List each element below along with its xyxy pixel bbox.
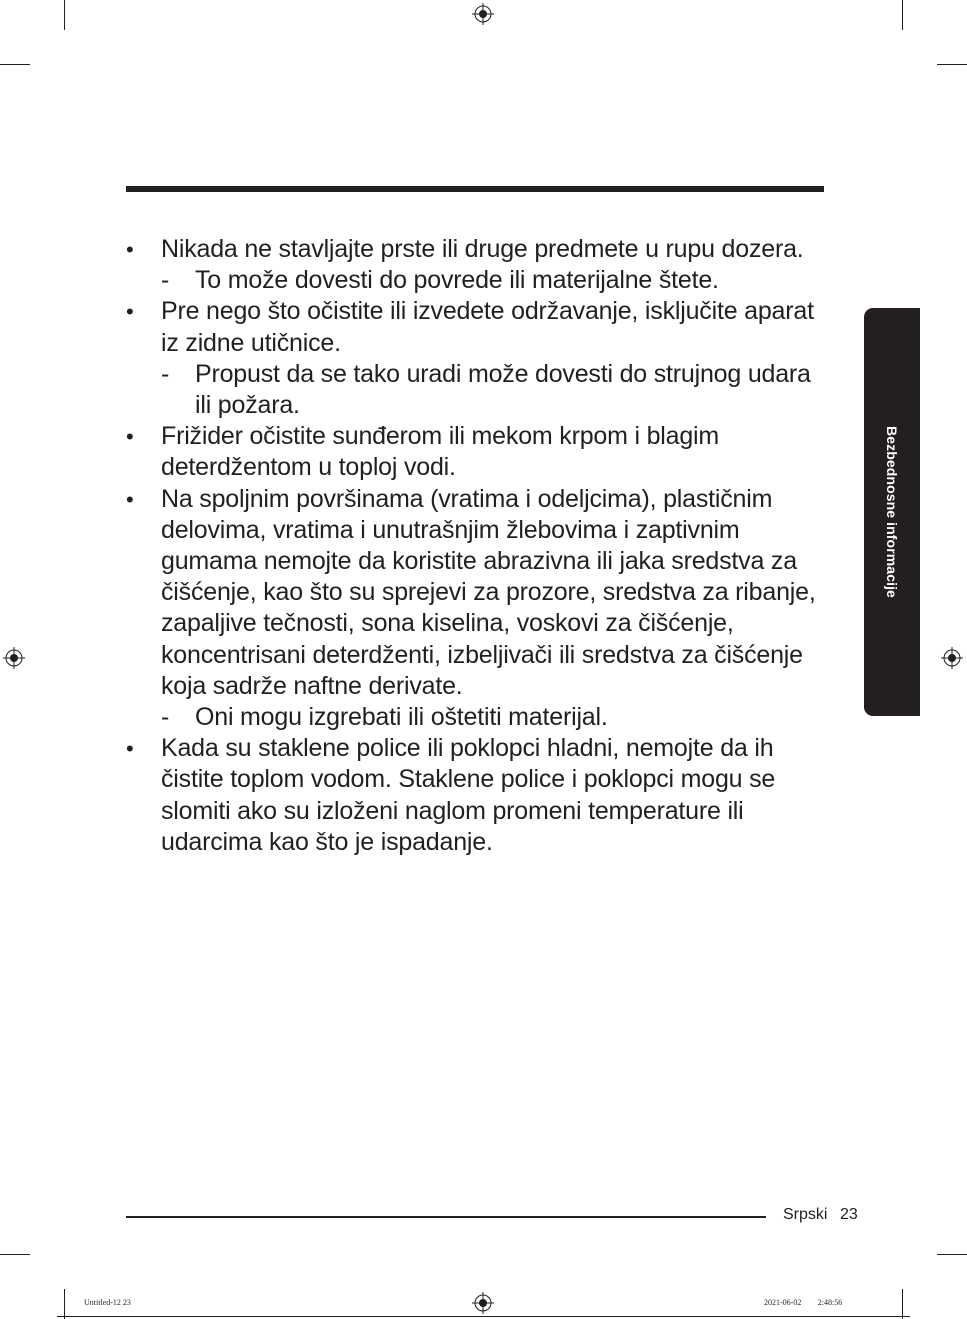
bullet-icon: • xyxy=(126,424,134,450)
crop-mark xyxy=(937,1254,967,1255)
sub-item-text: To može dovesti do povrede ili materijalne štete. xyxy=(195,266,719,295)
dash-icon: - xyxy=(161,359,170,388)
sub-item xyxy=(161,265,816,296)
list-item-text: Kada su staklene police ili poklopci hladni, nemojte da ih čistite toplom vodom. Staklene police i poklopci mogu se slomiti ako su izloženi naglom promeni temperature ili udarcima kao što je ispadanje. xyxy=(161,734,776,856)
list-item xyxy=(126,733,816,858)
list-item xyxy=(126,421,816,483)
list-item xyxy=(126,296,816,421)
section-top-rule xyxy=(126,186,824,192)
crop-mark xyxy=(902,1289,903,1319)
registration-mark-icon xyxy=(472,1292,494,1314)
crop-mark xyxy=(937,64,967,65)
list-item xyxy=(126,484,816,734)
list-item xyxy=(126,234,816,296)
registration-mark-icon xyxy=(941,647,963,669)
page-number: 23 xyxy=(840,1206,858,1223)
crop-mark xyxy=(64,1289,65,1319)
registration-mark-icon xyxy=(3,647,25,669)
chapter-side-tab-label: Bezbednosne informacije xyxy=(884,426,900,598)
list-item-text: Frižider očistite sunđerom ili mekom krpom i blagim deterdžentom u toploj vodi. xyxy=(161,422,720,482)
list-item-text: Pre nego što očistite ili izvedete održavanje, isključite aparat iz zidne utičnice. xyxy=(161,297,814,357)
bullet-icon: • xyxy=(126,299,134,325)
list-item-text: Nikada ne stavljajte prste ili druge predmete u rupu dozera. xyxy=(161,235,804,263)
registration-mark-icon xyxy=(472,3,494,25)
sub-item-text: Oni mogu izgrebati ili oštetiti materijal. xyxy=(195,703,608,732)
sub-item xyxy=(161,359,816,421)
chapter-side-tab xyxy=(864,308,920,716)
sub-item-text: Propust da se tako uradi može dovesti do strujnog udara ili požara. xyxy=(195,359,811,420)
crop-mark xyxy=(902,0,903,30)
bullet-icon: • xyxy=(126,736,134,762)
print-slug-right: 2021-06-02 ￿￿ 2:48:56 xyxy=(764,1298,843,1307)
dash-icon: - xyxy=(161,266,170,295)
footer-rule xyxy=(126,1216,766,1218)
footer-language: Srpski xyxy=(783,1206,828,1223)
list-item-text: Na spoljnim površinama (vratima i odeljcima), plastičnim delovima, vratima i unutrašnjim žlebovima i zaptivnim gumama nemojte da koristite abrazivna ili jaka sredstva za čišćenje, kao što su sprejevi za prozore, sredstva za ribanje, zapaljive tečnosti, sona kiselina, voskovi za čišćenje, koncentrisani deterdženti, izbeljivači ili sredstva za čišćenje koja sadrže naftne derivate. xyxy=(161,484,816,700)
crop-mark xyxy=(0,64,30,65)
print-slug-left: Untitled-12 23 xyxy=(84,1298,131,1307)
crop-mark xyxy=(0,1254,30,1255)
crop-mark xyxy=(64,0,65,30)
dash-icon: - xyxy=(161,703,170,732)
slug-line xyxy=(57,1316,910,1317)
sub-item xyxy=(161,702,816,733)
bullet-icon: • xyxy=(126,486,134,512)
safety-instructions xyxy=(126,234,816,858)
bullet-icon: • xyxy=(126,237,134,262)
